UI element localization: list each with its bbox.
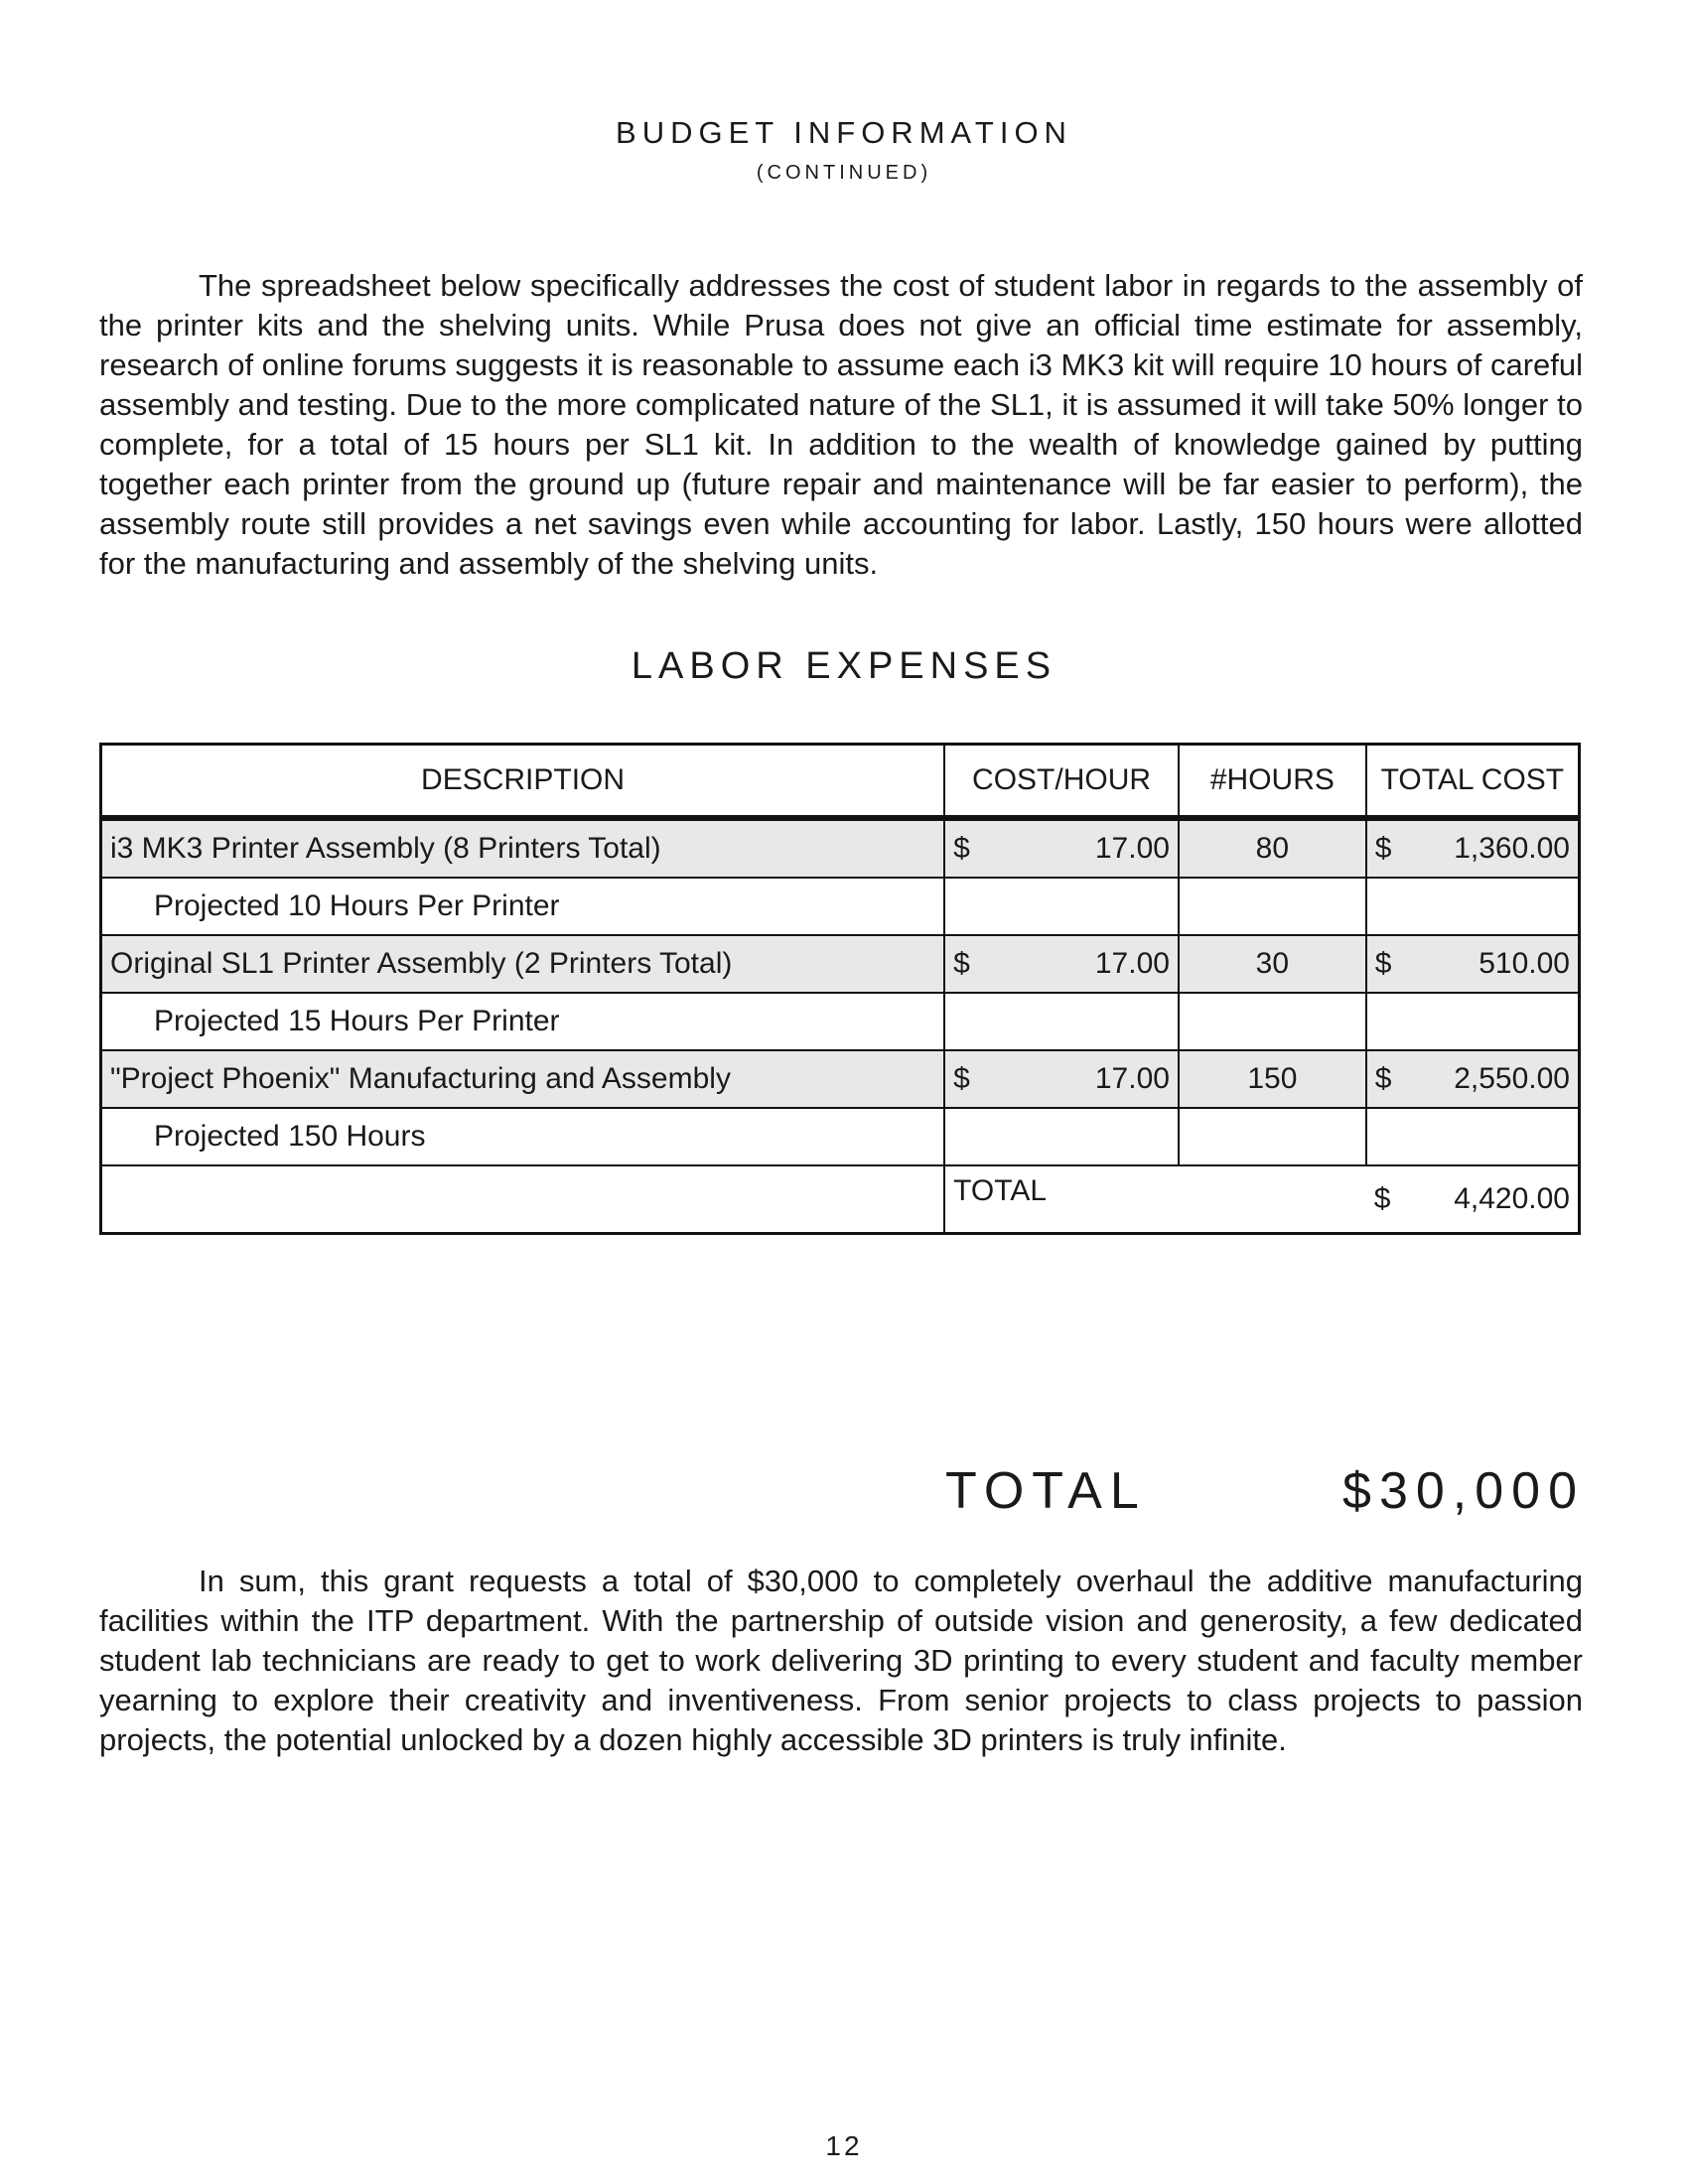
- page-number: 12: [825, 2130, 863, 2161]
- intro-text: The spreadsheet below specifically addresses the cost of student labor in regards to the assembly of the printer kits and the shelving units. While Prusa does not give an official time estimate for assembly, research of online forums suggests it is reasonable to assume each i3 MK3 kit will require 10 hours of careful assembly and testing. Due to the more complicated nature of the SL1, it is assumed it will take 50% longer to complete, for a total of 15 hours per SL1 kit. In addition to the wealth of knowledge gained by putting together each printer from the ground up (future repair and maintenance will be far easier to perform), the assembly route still provides a net savings even while accounting for labor. Lastly, 150 hours were allotted for the manufacturing and assembly of the shelving units.: [99, 268, 1583, 581]
- table-row: [101, 818, 1580, 878]
- labor-expenses-table: [99, 743, 1581, 1235]
- closing-paragraph: [99, 1562, 1583, 1760]
- page-title: BUDGET INFORMATION: [616, 115, 1072, 150]
- table-row-note: [101, 1108, 1580, 1165]
- row-hours: 150: [1179, 1050, 1366, 1108]
- total-label: TOTAL: [944, 1165, 1366, 1234]
- header-total-cost: TOTAL COST: [1366, 745, 1580, 819]
- row-total: $ 1,360.00: [1366, 818, 1580, 878]
- total-value: $ 4,420.00: [1366, 1165, 1580, 1234]
- section-title: LABOR EXPENSES: [631, 645, 1057, 687]
- header-cost-hour: COST/HOUR: [944, 745, 1179, 819]
- row-hours: 80: [1179, 818, 1366, 878]
- row-total: $ 510.00: [1366, 935, 1580, 993]
- table-row-note: [101, 993, 1580, 1050]
- header-description: DESCRIPTION: [101, 745, 945, 819]
- grand-total-label: TOTAL: [945, 1462, 1147, 1520]
- table-row: [101, 1050, 1580, 1108]
- table-header-row: [101, 745, 1580, 819]
- grand-total-value: $30,000: [1342, 1462, 1585, 1520]
- row-hours: 30: [1179, 935, 1366, 993]
- row-cost-hour: $ 17.00: [944, 935, 1179, 993]
- row-note: Projected 15 Hours Per Printer: [101, 993, 945, 1050]
- closing-text: In sum, this grant requests a total of $30,000 to completely overhaul the additive manufacturing facilities within the ITP department. With the partnership of outside vision and generosity, a few dedicated student lab technicians are ready to get to work delivering 3D printing to every student and faculty member yearning to explore their creativity and inventiveness. From senior projects to class projects to passion projects, the potential unlocked by a dozen highly accessible 3D printers is truly infinite.: [99, 1564, 1583, 1757]
- row-description: "Project Phoenix" Manufacturing and Assembly: [101, 1050, 945, 1108]
- header-hours: #HOURS: [1179, 745, 1366, 819]
- row-note: Projected 10 Hours Per Printer: [101, 878, 945, 935]
- page-subtitle: (CONTINUED): [756, 162, 932, 184]
- table-total-row: [101, 1165, 1580, 1234]
- row-total: $ 2,550.00: [1366, 1050, 1580, 1108]
- row-cost-hour: $ 17.00: [944, 818, 1179, 878]
- row-description: i3 MK3 Printer Assembly (8 Printers Total): [101, 818, 945, 878]
- row-description: Original SL1 Printer Assembly (2 Printers Total): [101, 935, 945, 993]
- table-row-note: [101, 878, 1580, 935]
- row-cost-hour: $ 17.00: [944, 1050, 1179, 1108]
- table-row: [101, 935, 1580, 993]
- intro-paragraph: [99, 266, 1583, 584]
- row-note: Projected 150 Hours: [101, 1108, 945, 1165]
